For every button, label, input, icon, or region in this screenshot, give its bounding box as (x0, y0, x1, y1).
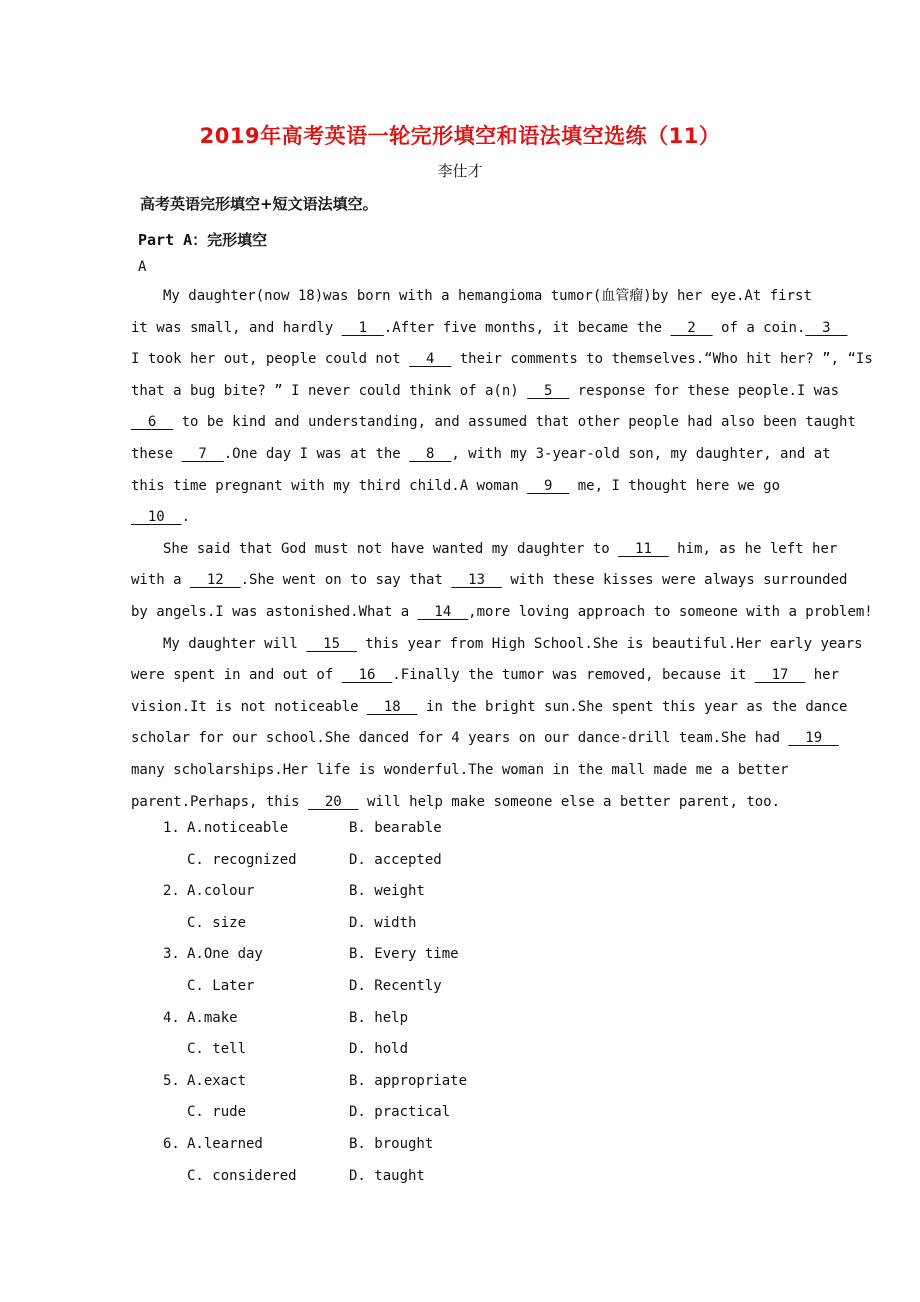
question-5-row-cd (163, 1097, 563, 1129)
blank-20[interactable]: 20 (308, 793, 359, 810)
question-2-row-cd (163, 908, 563, 940)
passage-text: in the bright sun.She spent this year as the dance (417, 698, 848, 715)
document-title: 2019年高考英语一轮完形填空和语法填空选练（11） (199, 124, 721, 148)
option-b[interactable]: B. bearable (349, 820, 442, 836)
part-a-heading: Part A：完形填空 (138, 231, 268, 249)
passage-line (131, 629, 863, 661)
question-number: 6. (163, 1135, 180, 1152)
author-name: 李仕才 (437, 162, 483, 180)
passage-line (131, 502, 851, 534)
blank-11[interactable]: 11 (618, 540, 669, 557)
section-label: A (138, 259, 147, 275)
question-number: 1. (163, 820, 180, 836)
passage-line (131, 471, 851, 503)
option-a[interactable]: A.One day (187, 946, 263, 963)
passage-text: were spent in and out of (131, 667, 342, 684)
passage-line (131, 534, 851, 566)
passage-line (131, 313, 851, 345)
option-c[interactable]: C. Later (187, 977, 255, 994)
passage-text: with a (131, 572, 191, 589)
question-6-row-ab (163, 1129, 563, 1161)
option-a[interactable]: A.exact (187, 1072, 247, 1089)
passage-text: their comments to themselves.“Who hit her? ”, “Is (451, 351, 873, 368)
question-number: 3. (163, 946, 180, 963)
passage-line (131, 692, 851, 724)
passage-text: will help make someone else a better parent, too. (358, 793, 781, 810)
cloze-passage (131, 281, 873, 818)
passage-text: me, I thought here we go (569, 477, 781, 494)
option-d[interactable]: D. taught (349, 1167, 425, 1184)
option-a[interactable]: A.make (187, 1009, 238, 1026)
option-c[interactable]: C. recognized (187, 851, 297, 868)
passage-line (131, 407, 856, 439)
passage-text: these (131, 445, 182, 462)
answer-options (163, 813, 563, 1192)
passage-text: of a coin. (712, 319, 806, 336)
passage-text: My daughter(now 18)was born with a hemangioma tumor(血管瘤)by her eye.At first (163, 288, 812, 304)
option-a[interactable]: A.learned (187, 1135, 263, 1152)
passage-text: this year from High School.She is beautiful.Her early years (356, 635, 863, 652)
passage-line (131, 439, 851, 471)
blank-15[interactable]: 15 (306, 635, 357, 652)
blank-8[interactable]: 8 (409, 445, 452, 462)
passage-line (131, 755, 851, 787)
question-3-row-cd (163, 971, 563, 1003)
passage-text: ,more loving approach to someone with a problem! (468, 603, 873, 620)
question-3-row-ab (163, 939, 563, 971)
passage-text: I took her out, people could not (131, 351, 410, 368)
option-d[interactable]: D. accepted (349, 851, 442, 868)
passage-text: .Finally the tumor was removed, because it (392, 667, 755, 684)
blank-17[interactable]: 17 (754, 667, 806, 684)
passage-text: her (805, 667, 840, 684)
question-4-row-cd (163, 1034, 563, 1066)
question-4-row-ab (163, 1003, 563, 1035)
passage-line (131, 565, 851, 597)
passage-text: that a bug bite? ” I never could think of a(n) (131, 382, 528, 399)
option-b[interactable]: B. appropriate (349, 1072, 468, 1089)
blank-4[interactable]: 4 (409, 351, 452, 368)
option-d[interactable]: D. width (349, 914, 417, 931)
passage-text: to be kind and understanding, and assumed that other people had also been taught (173, 414, 856, 431)
option-b[interactable]: B. help (349, 1009, 409, 1026)
passage-text: this time pregnant with my third child.A woman (131, 477, 528, 494)
passage-text: scholar for our school.She danced for 4 years on our dance-drill team.She had (131, 730, 789, 747)
blank-16[interactable]: 16 (341, 667, 393, 684)
option-b[interactable]: B. weight (349, 883, 425, 900)
passage-text: him, as he left her (668, 540, 838, 557)
option-a[interactable]: A.noticeable (187, 820, 289, 836)
option-d[interactable]: D. hold (349, 1041, 409, 1058)
blank-5[interactable]: 5 (527, 382, 570, 399)
passage-text: . (181, 509, 191, 526)
option-c[interactable]: C. tell (187, 1041, 247, 1058)
passage-text: parent.Perhaps, this (131, 793, 309, 810)
passage-text: by angels.I was astonished.What a (131, 603, 418, 620)
passage-line (131, 281, 851, 313)
option-d[interactable]: D. Recently (349, 977, 442, 994)
option-c[interactable]: C. rude (187, 1104, 247, 1121)
blank-3[interactable]: 3 (805, 319, 848, 336)
option-b[interactable]: B. Every time (349, 946, 459, 963)
blank-1[interactable]: 1 (341, 319, 384, 336)
option-d[interactable]: D. practical (349, 1104, 451, 1121)
blank-10[interactable]: 10 (131, 509, 182, 526)
passage-text: with these kisses were always surrounded (501, 572, 848, 589)
question-number: 4. (163, 1009, 180, 1026)
question-6-row-cd (163, 1161, 563, 1193)
passage-text: vision.It is not noticeable (131, 698, 368, 715)
blank-19[interactable]: 19 (788, 730, 840, 747)
option-c[interactable]: C. considered (187, 1167, 297, 1184)
blank-7[interactable]: 7 (181, 445, 224, 462)
blank-2[interactable]: 2 (670, 319, 713, 336)
passage-line (131, 660, 851, 692)
blank-13[interactable]: 13 (451, 572, 502, 589)
passage-text: it was small, and hardly (131, 319, 342, 336)
passage-text: response for these people.I was (569, 382, 840, 399)
blank-14[interactable]: 14 (417, 603, 469, 620)
passage-text: many scholarships.Her life is wonderful.The woman in the mall made me a better (131, 761, 789, 778)
blank-18[interactable]: 18 (367, 698, 418, 715)
blank-9[interactable]: 9 (527, 477, 570, 494)
question-1-row-cd (163, 845, 563, 877)
option-b[interactable]: B. brought (349, 1135, 434, 1152)
question-number: 5. (163, 1072, 180, 1089)
option-c[interactable]: C. size (187, 914, 247, 931)
passage-line (131, 597, 873, 629)
passage-text: She said that God must not have wanted my daughter to (163, 540, 619, 557)
passage-text: , with my 3-year-old son, my daughter, and at (451, 445, 831, 462)
intro-heading: 高考英语完形填空+短文语法填空。 (140, 195, 378, 213)
blank-12[interactable]: 12 (190, 572, 241, 589)
passage-text: .She went on to say that (240, 572, 452, 589)
passage-text: .One day I was at the (223, 445, 410, 462)
question-number: 2. (163, 883, 180, 900)
option-a[interactable]: A.colour (187, 883, 255, 900)
question-2-row-ab (163, 876, 563, 908)
question-5-row-ab (163, 1066, 563, 1098)
blank-6[interactable]: 6 (131, 414, 174, 431)
passage-line (131, 723, 851, 755)
passage-text: .After five months, it became the (383, 319, 671, 336)
passage-line (131, 344, 873, 376)
question-1-row-ab (163, 813, 563, 845)
passage-line (131, 376, 851, 408)
passage-text: My daughter will (163, 635, 307, 652)
